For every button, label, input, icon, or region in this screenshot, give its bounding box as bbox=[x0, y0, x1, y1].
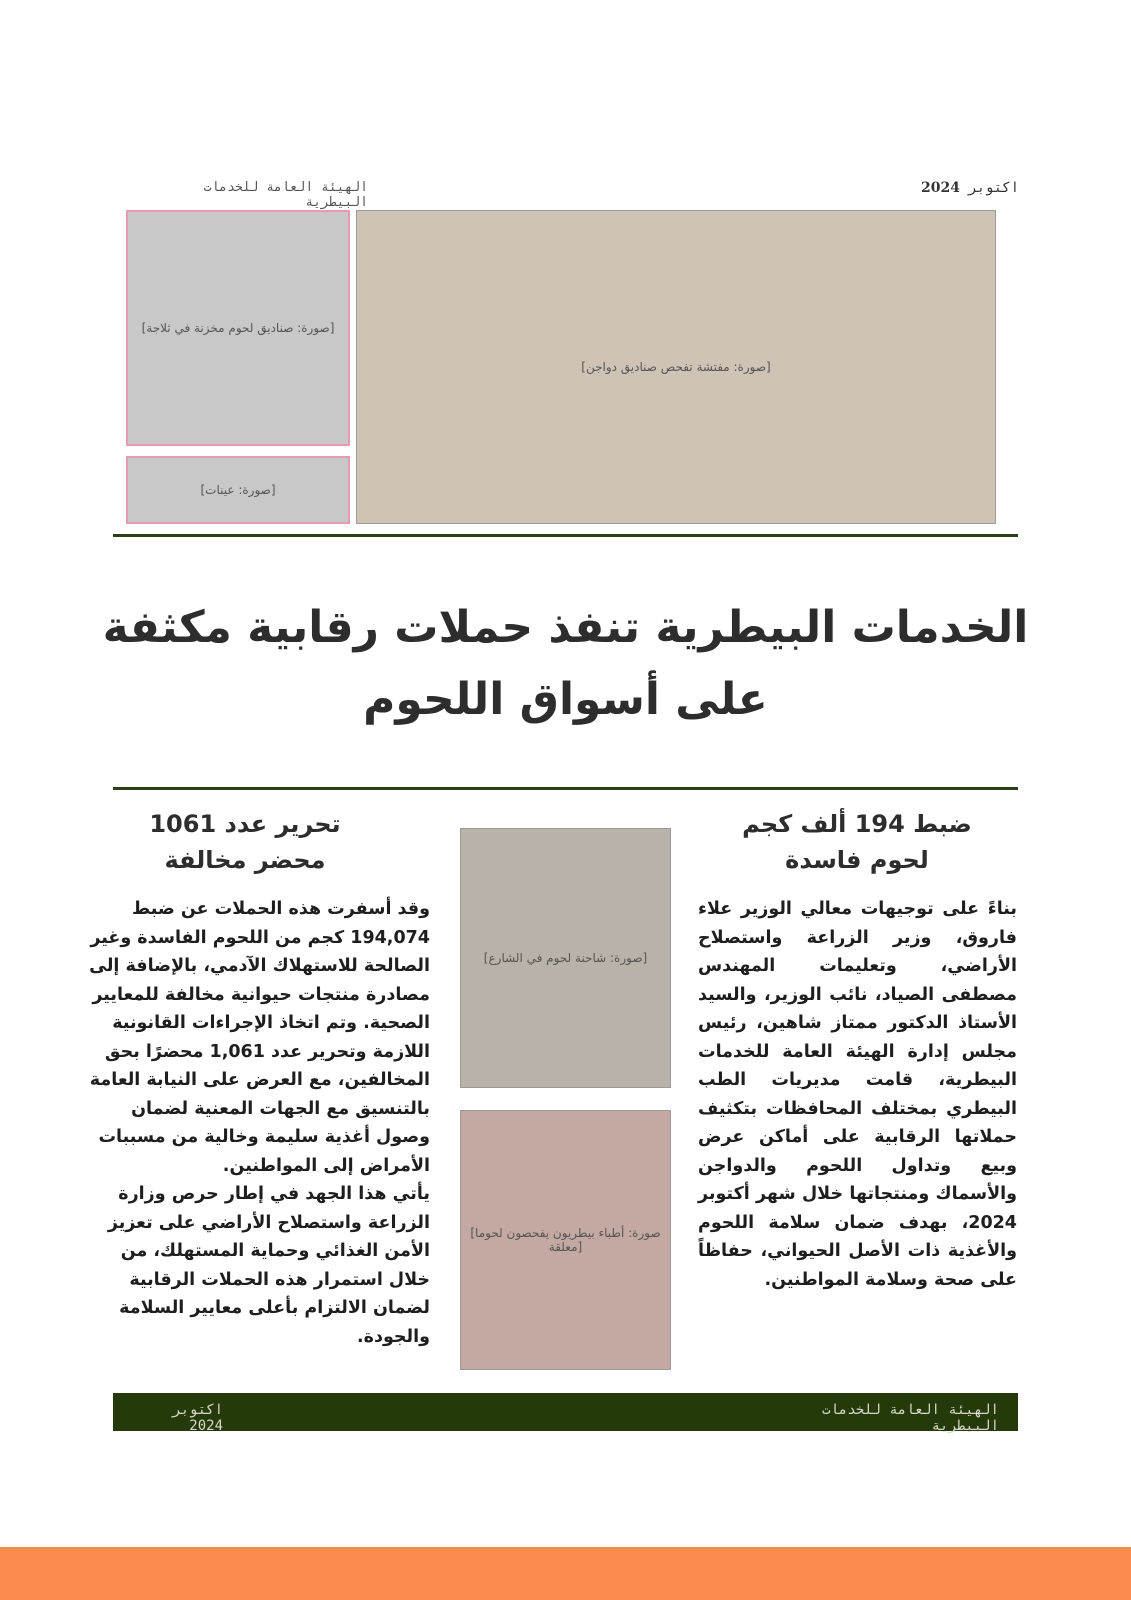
truck-photo-label: [صورة: شاحنة لحوم في الشارع] bbox=[483, 951, 648, 965]
samples-photo-label: [صورة: عينات] bbox=[200, 483, 276, 497]
right-heading-line-2: لحوم فاسدة bbox=[785, 846, 929, 874]
right-heading-line-1: ضبط 194 ألف كجم bbox=[742, 810, 972, 838]
storage-photo-label: [صورة: صناديق لحوم مخزنة في ثلاجة] bbox=[141, 321, 335, 335]
left-heading-line-1: تحرير عدد 1061 bbox=[149, 810, 341, 838]
samples-photo bbox=[126, 456, 350, 524]
truck-photo bbox=[460, 828, 671, 1088]
header-org-name: الهيئة العامة للخدمات البيطرية bbox=[203, 180, 368, 210]
title-divider bbox=[113, 787, 1018, 790]
right-body-paragraph: بناءً على توجيهات معالي الوزير علاء فاروق، وزير الزراعة واستصلاح الأراضي، وتعليمات المهندس مصطفى الصياد، نائب الوزير، والسيد الأستاذ الدكتور ممتاز شاهين، رئيس مجلس إدارة الهيئة العامة للخدمات البيطرية، قامت مديريات الطب البيطري بمختلف المحافظات بتكثيف حملاتها الرقابية على أماكن عرض وبيع وتداول اللحوم والدواجن والأسماك ومنتجاتها خلال شهر أكتوبر 2024، بهدف ضمان سلامة اللحوم والأغذية ذات الأصل الحيواني، حفاظاً على صحة وسلامة المواطنين. bbox=[698, 899, 1017, 1290]
header-date bbox=[859, 180, 1019, 196]
market-photo bbox=[460, 1110, 671, 1370]
footer-date: اكتوبر 2024 bbox=[172, 1402, 223, 1434]
bottom-orange-band bbox=[0, 1547, 1131, 1600]
header-month: اكتوبر bbox=[968, 180, 1019, 196]
inspector-photo-label: [صورة: مفتشة تفحص صناديق دواجن] bbox=[581, 360, 771, 374]
right-column-heading bbox=[700, 806, 1014, 878]
storage-photo bbox=[126, 210, 350, 446]
inspector-photo bbox=[356, 210, 996, 524]
article-title: الخدمات البيطرية تنفذ حملات رقابية مكثفة على أسواق اللحوم bbox=[102, 602, 1029, 725]
right-column-body bbox=[698, 895, 1017, 1294]
left-heading-line-2: محضر مخالفة bbox=[164, 846, 326, 874]
header-year: 2024 bbox=[921, 180, 960, 196]
left-body-paragraph-2: يأتي هذا الجهد في إطار حرص وزارة الزراعة واستصلاح الأراضي على تعزيز الأمن الغذائي وحماية المستهلك، من خلال استمرار هذه الحملات الرقابية لضمان الالتزام بأعلى معايير السلامة والجودة. bbox=[107, 1184, 430, 1347]
left-column-heading bbox=[95, 806, 395, 878]
left-body-paragraph-1: وقد أسفرت هذه الحملات عن ضبط 194,074 كجم من اللحوم الفاسدة وغير الصالحة للاستهلاك الآدمي، بالإضافة إلى مصادرة منتجات حيوانية مخالفة للمعايير الصحية. وتم اتخاذ الإجراءات القانونية اللازمة وتحرير عدد 1,061 محضرًا بحق المخالفين، مع العرض على النيابة العامة بالتنسيق مع الجهات المعنية لضمان وصول أغذية سليمة وخالية من مسببات الأمراض إلى المواطنين. bbox=[89, 899, 430, 1176]
left-column-body bbox=[82, 895, 430, 1351]
top-divider bbox=[113, 534, 1018, 537]
footer-org-name: الهيئة العامة للخدمات البيطرية bbox=[821, 1402, 999, 1434]
market-photo-label: [صورة: أطباء بيطريون يفحصون لحوما معلقة] bbox=[470, 1226, 661, 1254]
